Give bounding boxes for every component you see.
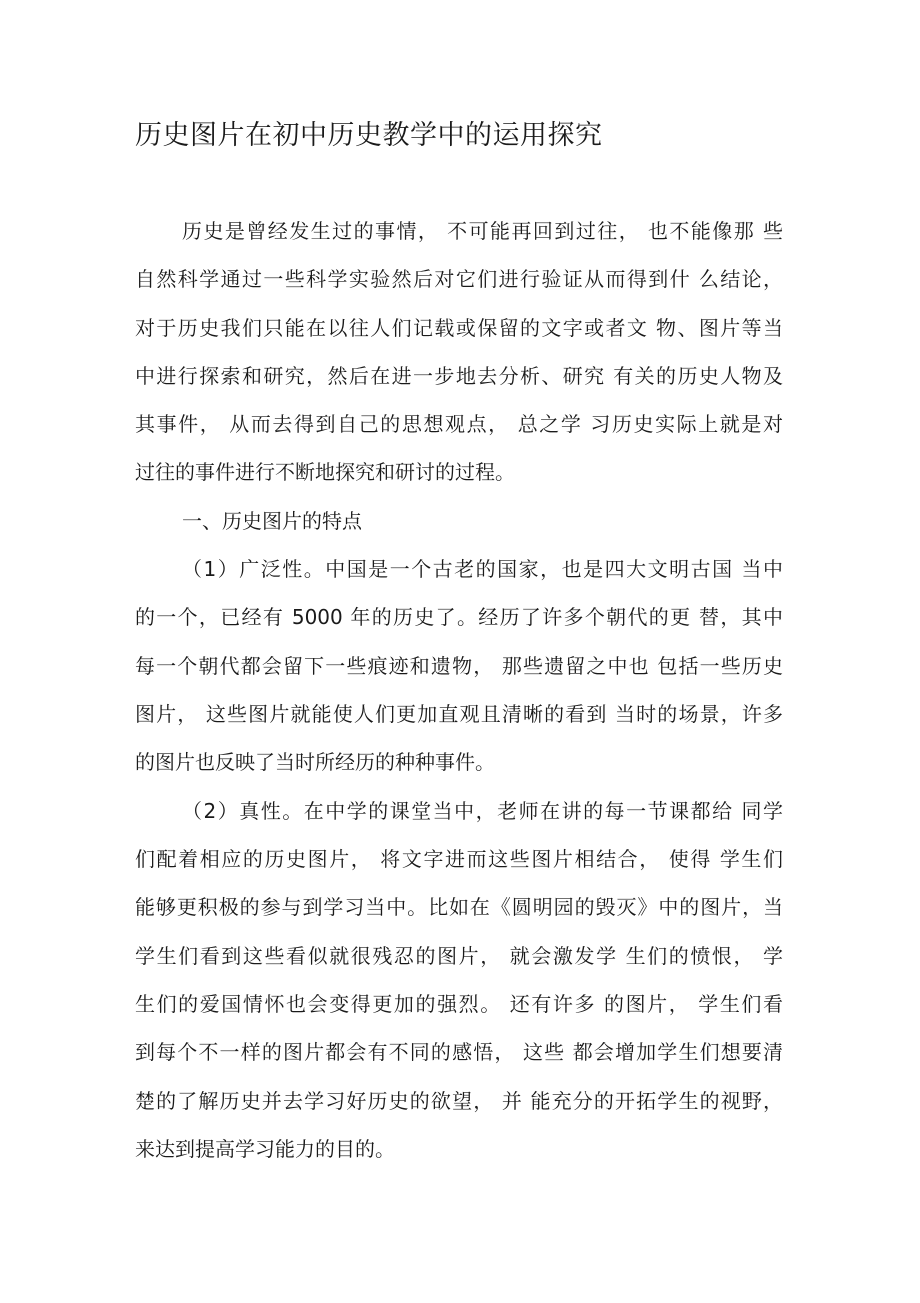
paragraph-4-line-6: 到每个不一样的图片都会有不同的感悟， 这些 都会增加学生们想要清	[135, 1040, 783, 1064]
paragraph-4-line-2: 们配着相应的历史图片， 将文字进而这些图片相结合， 使得 学生们	[135, 847, 783, 871]
paragraph-4-line-1: （2）真性。在中学的课堂当中，老师在讲的每一节课都给 同学	[182, 799, 783, 823]
paragraph-4-line-4: 学生们看到这些看似就很残忍的图片， 就会激发学 生们的愤恨， 学	[135, 944, 783, 968]
paragraph-1-line-1: 历史是曾经发生过的事情， 不可能再回到过往， 也不能像那 些	[182, 219, 783, 243]
paragraph-3-line-5: 的图片也反映了当时所经历的种种事件。	[135, 750, 495, 774]
paragraph-3-line-4: 图片， 这些图片就能使人们更加直观且清晰的看到 当时的场景，许多	[135, 702, 783, 726]
paragraph-4-line-3: 能够更积极的参与到学习当中。比如在《圆明园的毁灭》中的图片，当	[135, 895, 783, 919]
paragraph-1-line-5: 其事件， 从而去得到自己的思想观点， 总之学 习历史实际上就是对	[135, 412, 783, 436]
section-heading: 一、历史图片的特点	[182, 509, 362, 533]
paragraph-3-line-2: 的一个，已经有 5000 年的历史了。经历了许多个朝代的更 替，其中	[135, 605, 783, 629]
paragraph-1-line-6: 过往的事件进行不断地探究和研讨的过程。	[135, 460, 515, 484]
paragraph-3-line-3: 每一个朝代都会留下一些痕迹和遗物， 那些遗留之中也 包括一些历史	[135, 654, 783, 678]
paragraph-1-line-3: 对于历史我们只能在以往人们记载或保留的文字或者文 物、图片等当	[135, 316, 783, 340]
paragraph-4-line-8: 来达到提高学习能力的目的。	[135, 1137, 395, 1161]
paragraph-4-line-5: 生们的爱国情怀也会变得更加的强烈。 还有许多 的图片， 学生们看	[135, 992, 783, 1016]
paragraph-4-line-7: 楚的了解历史并去学习好历史的欲望， 并 能充分的开拓学生的视野，	[135, 1089, 783, 1113]
paragraph-1-line-4: 中进行探索和研究，然后在进一步地去分析、研究 有关的历史人物及	[135, 364, 783, 388]
paragraph-1-line-2: 自然科学通过一些科学实验然后对它们进行验证从而得到什 么结论，	[135, 267, 783, 291]
document-title: 历史图片在初中历史教学中的运用探究	[135, 120, 603, 151]
paragraph-3-line-1: （1）广泛性。中国是一个古老的国家，也是四大文明古国 当中	[182, 557, 783, 581]
